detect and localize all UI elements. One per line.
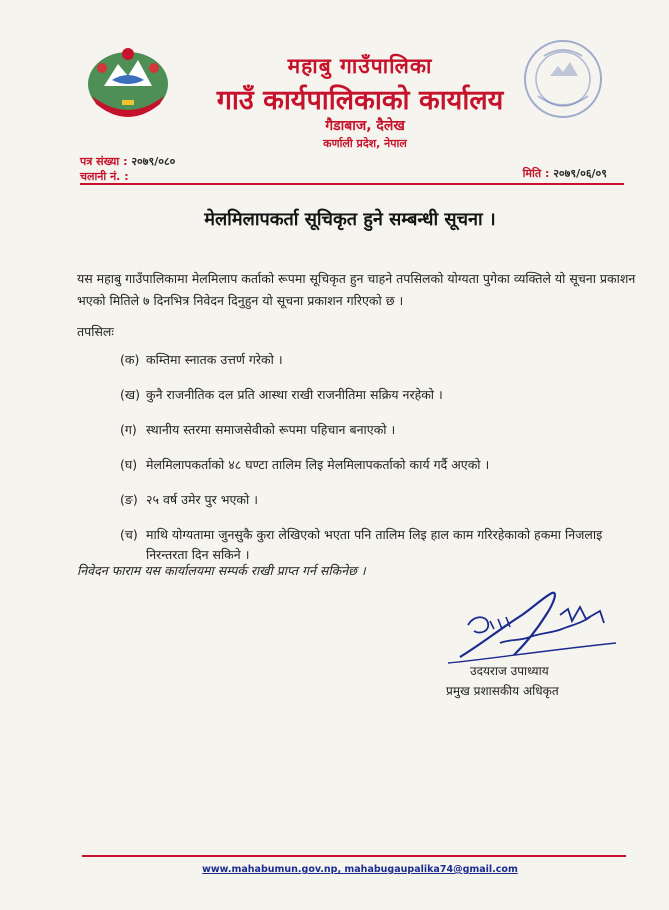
criteria-text: माथि योग्यतामा जुनसुकै कुरा लेखिएको भएता पनि तालिम लिइ हाल काम गरिरहेकाको हकमा निजलाइ निरन्तरता दिन सकिने । bbox=[146, 527, 603, 562]
office-place: गैडाबाज, दैलेख bbox=[325, 118, 405, 134]
letter-number-row bbox=[80, 154, 175, 169]
criteria-item bbox=[120, 455, 640, 475]
footer-links[interactable]: www.mahabumun.gov.np, mahabugaupalika74@gmail.com bbox=[202, 864, 518, 875]
criteria-item bbox=[120, 385, 640, 405]
notice-intro: यस महाबु गाउँपालिकामा मेलमिलाप कर्ताको रूपमा सूचिकृत हुन चाहने तपसिलको योग्यता पुगेका व्यक्तिले यो सूचना प्रकाशन भएको मितिले ७ दिनभित्र निवेदन दिनुहुन यो सूचना प्रकाशन गरिएको छ । bbox=[77, 271, 636, 308]
criteria-item bbox=[120, 490, 640, 510]
criteria-mark: (घ) bbox=[120, 457, 138, 472]
criteria-text: कम्तिमा स्नातक उत्तर्ण गरेको । bbox=[146, 352, 283, 367]
office-seal-icon bbox=[520, 36, 606, 122]
footer-divider bbox=[82, 855, 626, 857]
letter-number-label: पत्र संख्या : bbox=[80, 155, 128, 168]
criteria-item bbox=[120, 525, 640, 565]
office-title: गाउँ कार्यपालिकाको कार्यालय bbox=[216, 85, 504, 116]
criteria-mark: (ख) bbox=[120, 387, 140, 402]
criteria-item bbox=[120, 350, 640, 370]
criteria-mark: (च) bbox=[120, 527, 138, 542]
criteria-mark: (क) bbox=[120, 352, 140, 367]
signer-name: उदयराज उपाध्याय bbox=[470, 664, 549, 678]
municipality-name: महाबु गाउँपालिका bbox=[287, 54, 433, 78]
date-label: मिति : bbox=[522, 167, 550, 180]
letter-number-value: २०७९/०८० bbox=[131, 155, 176, 168]
dispatch-number-label: चलानी नं. : bbox=[80, 170, 129, 183]
date-value: २०७९/०६/०९ bbox=[553, 167, 607, 180]
criteria-mark: (ङ) bbox=[120, 492, 138, 507]
criteria-mark: (ग) bbox=[120, 422, 137, 437]
header-divider bbox=[80, 183, 624, 185]
signer-title: प्रमुख प्रशासकीय अधिकृत bbox=[446, 684, 559, 698]
tapasil-label: तपसिलः bbox=[77, 324, 114, 339]
criteria-text: मेलमिलापकर्ताको ४८ घण्टा तालिम लिइ मेलमिलापकर्ताको कार्य गर्दै अएको । bbox=[146, 457, 490, 472]
criteria-item bbox=[120, 420, 640, 440]
notice-title: मेलमिलापकर्ता सूचिकृत हुने सम्बन्धी सूचना । bbox=[204, 209, 496, 230]
office-province: कर्णाली प्रदेश, नेपाल bbox=[323, 137, 407, 150]
criteria-text: २५ वर्ष उमेर पुर भएको । bbox=[146, 492, 258, 507]
criteria-list bbox=[120, 350, 640, 580]
criteria-text: कुनै राजनीतिक दल प्रति आस्था राखी राजनीतिमा सक्रिय नरहेको । bbox=[146, 387, 443, 402]
date-row bbox=[523, 166, 607, 181]
criteria-text: स्थानीय स्तरमा समाजसेवीको रूपमा पहिचान बनाएको । bbox=[146, 422, 396, 437]
closing-note: निवेदन फाराम यस कार्यालयमा सम्पर्क राखी प्राप्त गर्न सकिनेछ । bbox=[77, 563, 366, 578]
dispatch-number-row bbox=[80, 169, 129, 184]
nepal-emblem-icon bbox=[82, 40, 174, 124]
